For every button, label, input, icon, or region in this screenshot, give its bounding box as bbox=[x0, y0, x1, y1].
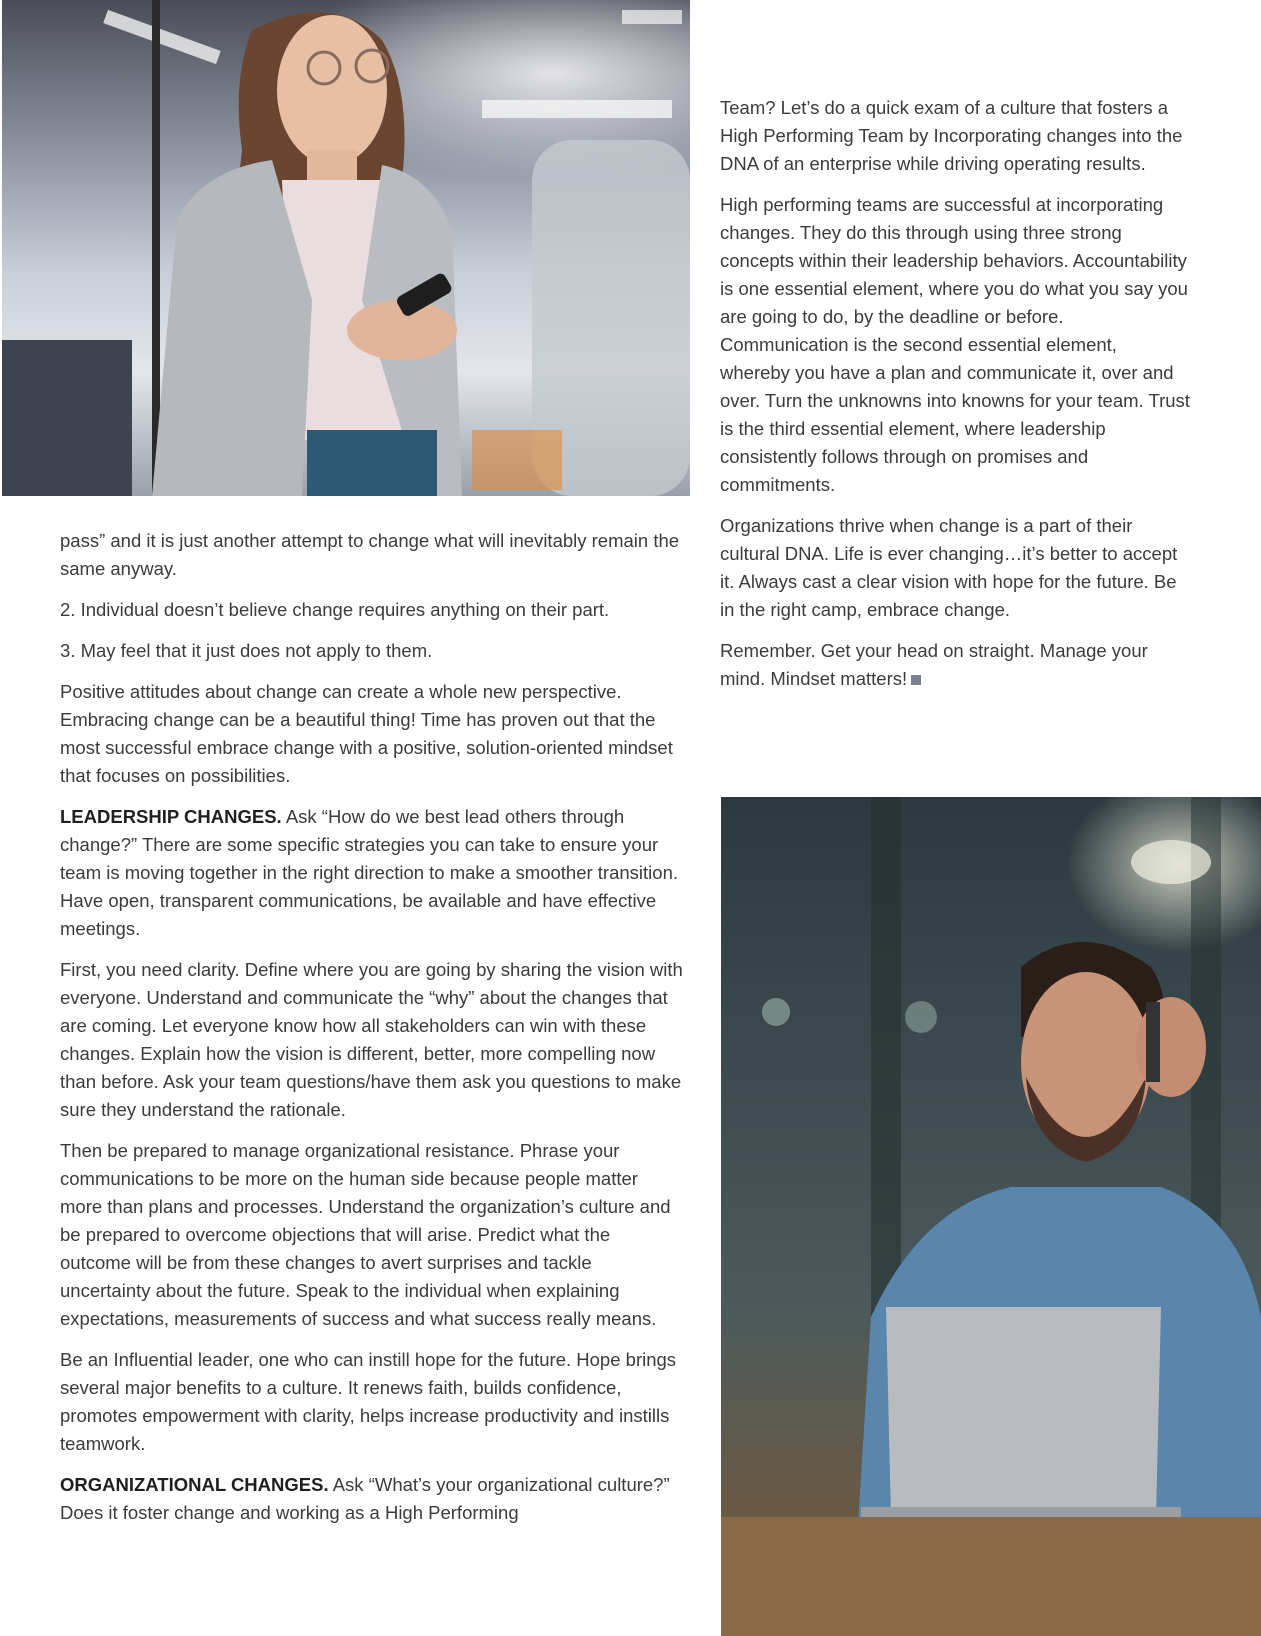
paragraph: Positive attitudes about change can create a whole new perspective. Embracing change can be a beautiful thing! Time has proven out that the most successful embrace change with a positive, solution-oriented mindset that focuses on possibilities. bbox=[60, 681, 673, 786]
woman-photo bbox=[2, 0, 690, 496]
paragraph: Organizations thrive when change is a part of their cultural DNA. Life is ever changing…it’s better to accept it. Always cast a clear vision with hope for the future. Be in the right camp, embrace change. bbox=[720, 515, 1178, 620]
section-heading-organizational: ORGANIZATIONAL CHANGES. bbox=[60, 1474, 329, 1495]
woman-illustration bbox=[2, 0, 690, 496]
paragraph bbox=[60, 803, 685, 943]
man-photo bbox=[721, 797, 1261, 1636]
paragraph bbox=[60, 1471, 685, 1527]
paragraph: High performing teams are successful at incorporating changes. They do this through using three strong concepts within their leadership behaviors. Accountability is one essential element, where you do what you say you are going to do, by the deadline or before. Communication is the second essential element, whereby you have a plan and communicate it, over and over. Turn the unknowns into knowns for your team. Trust is the third essential element, where leadership consistently follows through on promises and commitments. bbox=[720, 194, 1190, 495]
closing-text: Remember. Get your head on straight. Manage your mind. Mindset matters! bbox=[720, 640, 1148, 689]
section-heading-leadership: LEADERSHIP CHANGES. bbox=[60, 806, 282, 827]
paragraph: First, you need clarity. Define where you are going by sharing the vision with everyone. Understand and communicate the “why” about the changes that are coming. Let everyone know how all stakeholders can win with these changes. Explain how the vision is different, better, more compelling now than before. Ask your team questions/have them ask you questions to make sure they understand the rationale. bbox=[60, 959, 683, 1120]
left-column bbox=[60, 527, 685, 1540]
paragraph: Be an Influential leader, one who can instill hope for the future. Hope brings several major benefits to a culture. It renews faith, builds confidence, promotes empowerment with clarity, helps increase productivity and instills teamwork. bbox=[60, 1349, 677, 1454]
man-illustration bbox=[721, 797, 1261, 1636]
paragraph: pass” and it is just another attempt to change what will inevitably remain the same anyway. bbox=[60, 530, 680, 579]
paragraph-text: Ask “What’s your organizational culture?” Does it foster change and working as a High Performing bbox=[60, 1474, 670, 1523]
right-column bbox=[720, 94, 1190, 706]
paragraph: Team? Let’s do a quick exam of a culture that fosters a High Performing Team by Incorporating changes into the DNA of an enterprise while driving operating results. bbox=[720, 97, 1183, 174]
paragraph-text: Ask “How do we best lead others through change?” There are some specific strategies you can take to ensure your team is moving together in the right direction to make a smoother transition. Have open, transparent communications, be available and have effective meetings. bbox=[60, 806, 678, 939]
paragraph bbox=[720, 637, 1190, 693]
list-item: 3. May feel that it just does not apply to them. bbox=[60, 640, 433, 661]
end-of-article-icon bbox=[911, 675, 921, 685]
list-item: 2. Individual doesn’t believe change requires anything on their part. bbox=[60, 599, 610, 620]
paragraph: Then be prepared to manage organizational resistance. Phrase your communications to be more on the human side because people matter more than plans and processes. Understand the organization’s culture and be prepared to overcome objections that will arise. Predict what the outcome will be from these changes to avert surprises and tackle uncertainty about the future. Speak to the individual when explaining expectations, measurements of success and what success really means. bbox=[60, 1140, 671, 1329]
